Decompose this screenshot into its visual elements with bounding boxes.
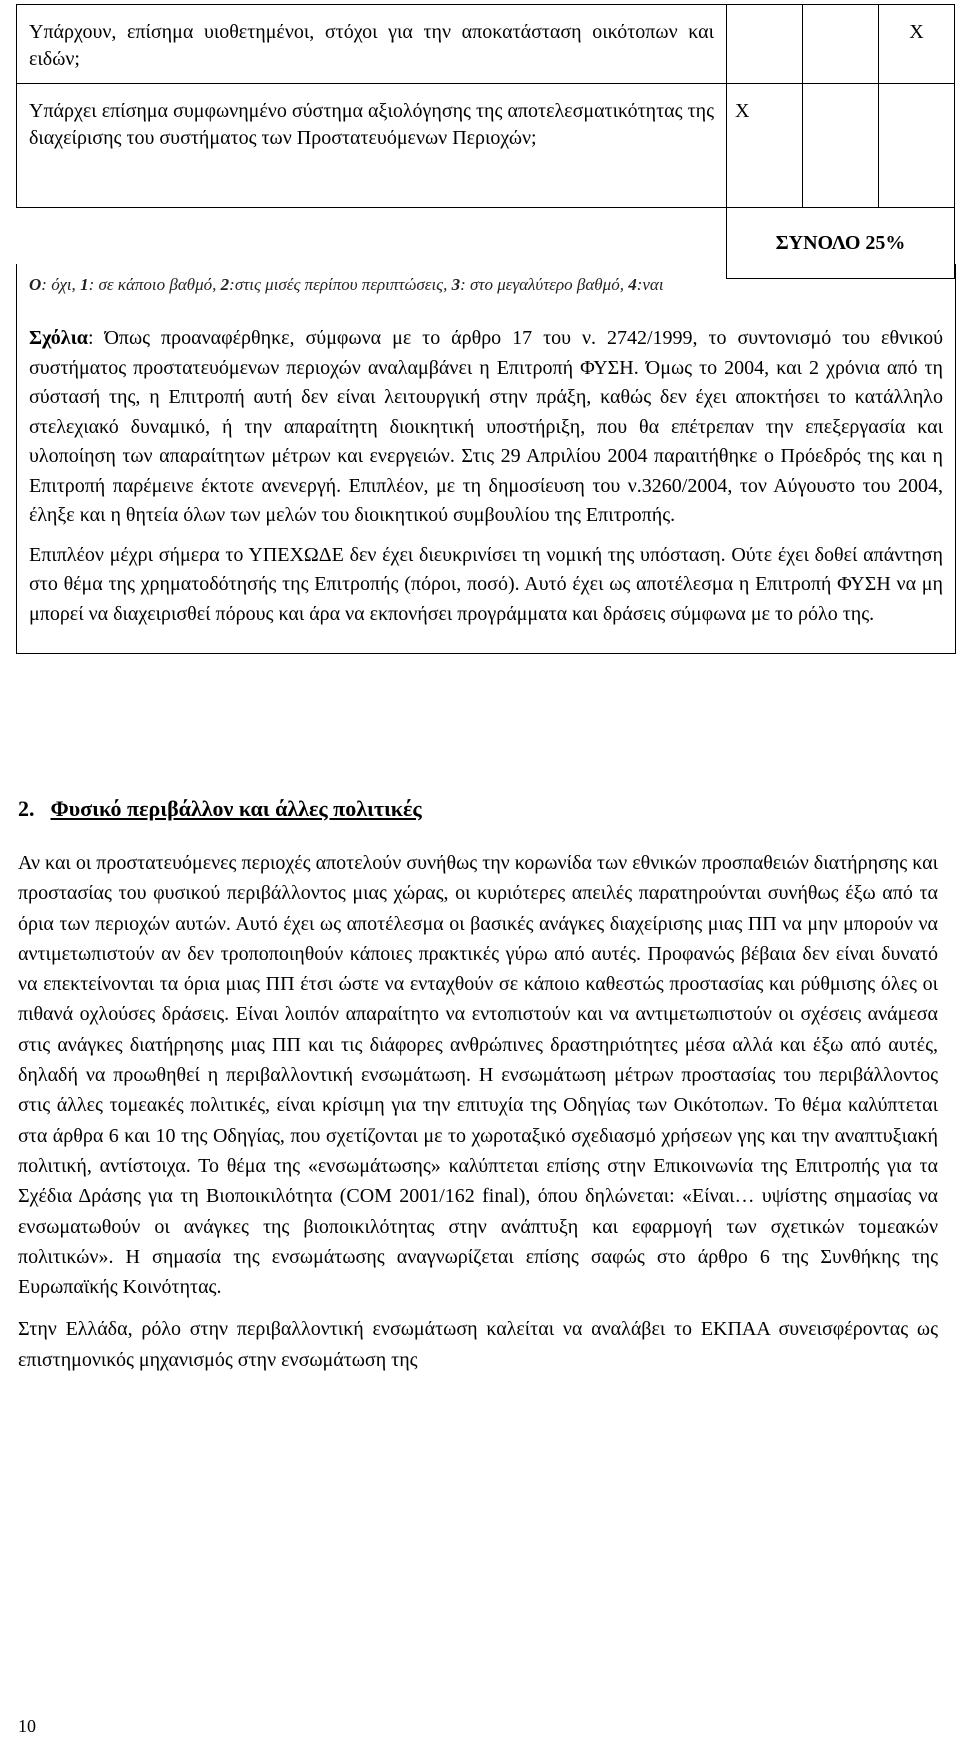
comments-paragraph: Σχόλια: Όπως προαναφέρθηκε, σύμφωνα με το άρθρο 17 του ν. 2742/1999, το συντονισμό του εθνικού συστήματος προστατευόμενων περιοχών αναλαμβάνει η Επιτροπή ΦΥΣΗ. Όμως το 2004, και 2 χρόνια από τη σύστασή της, η Επιτροπή αυτή δεν είναι λειτουργική στην πράξη, καθώς δεν έχει αποκτήσει το κατάλληλο στελεχιακό δυναμικό, ή την απαραίτητη διοικητική υποστήριξη, που θα επέτρεπαν την επεξεργασία και υλοποίηση των απαραίτητων μέτρων και ενεργειών. Στις 29 Απριλίου 2004 παραιτήθηκε ο Πρόεδρός της και η Επιτροπή παρέμεινε έκτοτε ανενεργή. Επιπλέον, με τη δημοσίευση του ν.3260/2004, τον Αύγουστο του 2004, έληξε και η θητεία όλων των μελών του διοικητικού συμβουλίου της Επιτροπής. xyxy=(29,327,943,526)
table-row xyxy=(17,5,955,84)
body-text xyxy=(18,848,938,1387)
section-heading xyxy=(18,796,422,822)
mark-cell: X xyxy=(727,84,803,208)
question-cell: Υπάρχει επίσημα συμφωνημένο σύστημα αξιολόγησης της αποτελεσματικότητας της διαχείρισης του συστήματος των Προστατευόμενων Περιοχών; xyxy=(17,84,727,208)
mark-cell: X xyxy=(879,5,955,84)
comments-box xyxy=(16,264,956,654)
body-paragraph: Στην Ελλάδα, ρόλο στην περιβαλλοντική ενσωμάτωση καλείται να αναλάβει το ΕΚΠΑΑ συνεισφέροντας ως επιστημονικός μηχανισμός στην ενσωμάτωση της xyxy=(18,1318,938,1371)
table-row xyxy=(17,84,955,208)
question-cell: Υπάρχουν, επίσημα υιοθετημένοι, στόχοι για την αποκατάσταση οικότοπων και ειδών; xyxy=(17,5,727,84)
section-number: 2. xyxy=(18,796,35,821)
section-title: Φυσικό περιβάλλον και άλλες πολιτικές xyxy=(50,796,422,821)
mark-cell xyxy=(803,5,879,84)
page-number: 10 xyxy=(18,1716,36,1736)
comments-paragraph: Επιπλέον μέχρι σήμερα το ΥΠΕΧΩΔΕ δεν έχει διευκρινίσει τη νομική της υπόσταση. Ούτε έχει δοθεί απάντηση στο θέμα της χρηματοδότησής της Επιτροπής (πόροι, ποσό). Αυτό έχει ως αποτέλεσμα η Επιτροπή ΦΥΣΗ να μη μπορεί να διαχειρισθεί πόρους και άρα να εκπονήσει προγράμματα και δράσεις σύμφωνα με το ρόλο της. xyxy=(29,543,943,625)
score-legend: O: όχι, 1: σε κάποιο βαθμό, 2:στις μισές περίπου περιπτώσεις, 3: στο μεγαλύτερο βαθμό, 4:ναι xyxy=(29,275,664,294)
mark-cell xyxy=(727,5,803,84)
mark-cell xyxy=(879,84,955,208)
total-score: ΣΥΝΟΛΟ 25% xyxy=(727,208,955,279)
body-paragraph: Αν και οι προστατευόμενες περιοχές αποτελούν συνήθως την κορωνίδα των εθνικών προσπαθειών διατήρησης και προστασίας του φυσικού περιβάλλοντος μιας χώρας, οι κυριότερες απειλές παρατηρούνται συνήθως έξω από τα όρια των περιοχών αυτών. Αυτό έχει ως αποτέλεσμα οι βασικές ανάγκες διαχείρισης μιας ΠΠ να μην μπορούν να αντιμετωπιστούν αν δεν τροποποιηθούν κάποιες πρακτικές γύρω από αυτές. Προφανώς βέβαια δεν είναι δυνατό να επεκτείνονται τα όρια μιας ΠΠ έτσι ώστε να ενταχθούν σε κάποιο καθεστώς προστασίας και ρύθμισης όλες οι πιθανά οχλούσες δράσεις. Είναι λοιπόν απαραίτητο να εντοπιστούν και να αντιμετωπιστούν οι σχέσεις ανάμεσα στις ανάγκες διατήρησης μιας ΠΠ και τις διάφορες ανθρώπινες δραστηριότητες μέσα αλλά και έξω από αυτές, δηλαδή να προωθηθεί η περιβαλλοντική ενσωμάτωση. Η ενσωμάτωση μέτρων προστασίας του περιβάλλοντος στις άλλες τομεακές πολιτικές, είναι κρίσιμη για την επιτυχία της Οδηγίας των Οικότοπων. Το θέμα καλύπτεται στα άρθρα 6 και 10 της Οδηγίας, που σχετίζονται με το χωροταξικό σχεδιασμό χρήσεων γης και την αναπτυξιακή πολιτική, αντίστοιχα. Το θέμα της «ενσωμάτωσης» καλύπτεται επίσης στην Επικοινωνία της Επιτροπής για τα Σχέδια Δράσης για τη Βιοποικιλότητα (COM 2001/162 final), όπου δηλώνεται: «Είναι… υψίστης σημασίας να ενσωματωθούν οι ανάγκες της βιοποικιλότητας στην ανάπτυξη και εφαρμογή των σχετικών τομεακών πολιτικών». Η σημασία της ενσωμάτωσης αναγνωρίζεται επίσης σαφώς στο άρθρο 6 της Συνθήκης της Ευρωπαϊκής Κοινότητας. xyxy=(18,852,938,1299)
assessment-table xyxy=(16,4,955,279)
mark-cell xyxy=(803,84,879,208)
comments-label: Σχόλια xyxy=(29,327,88,349)
